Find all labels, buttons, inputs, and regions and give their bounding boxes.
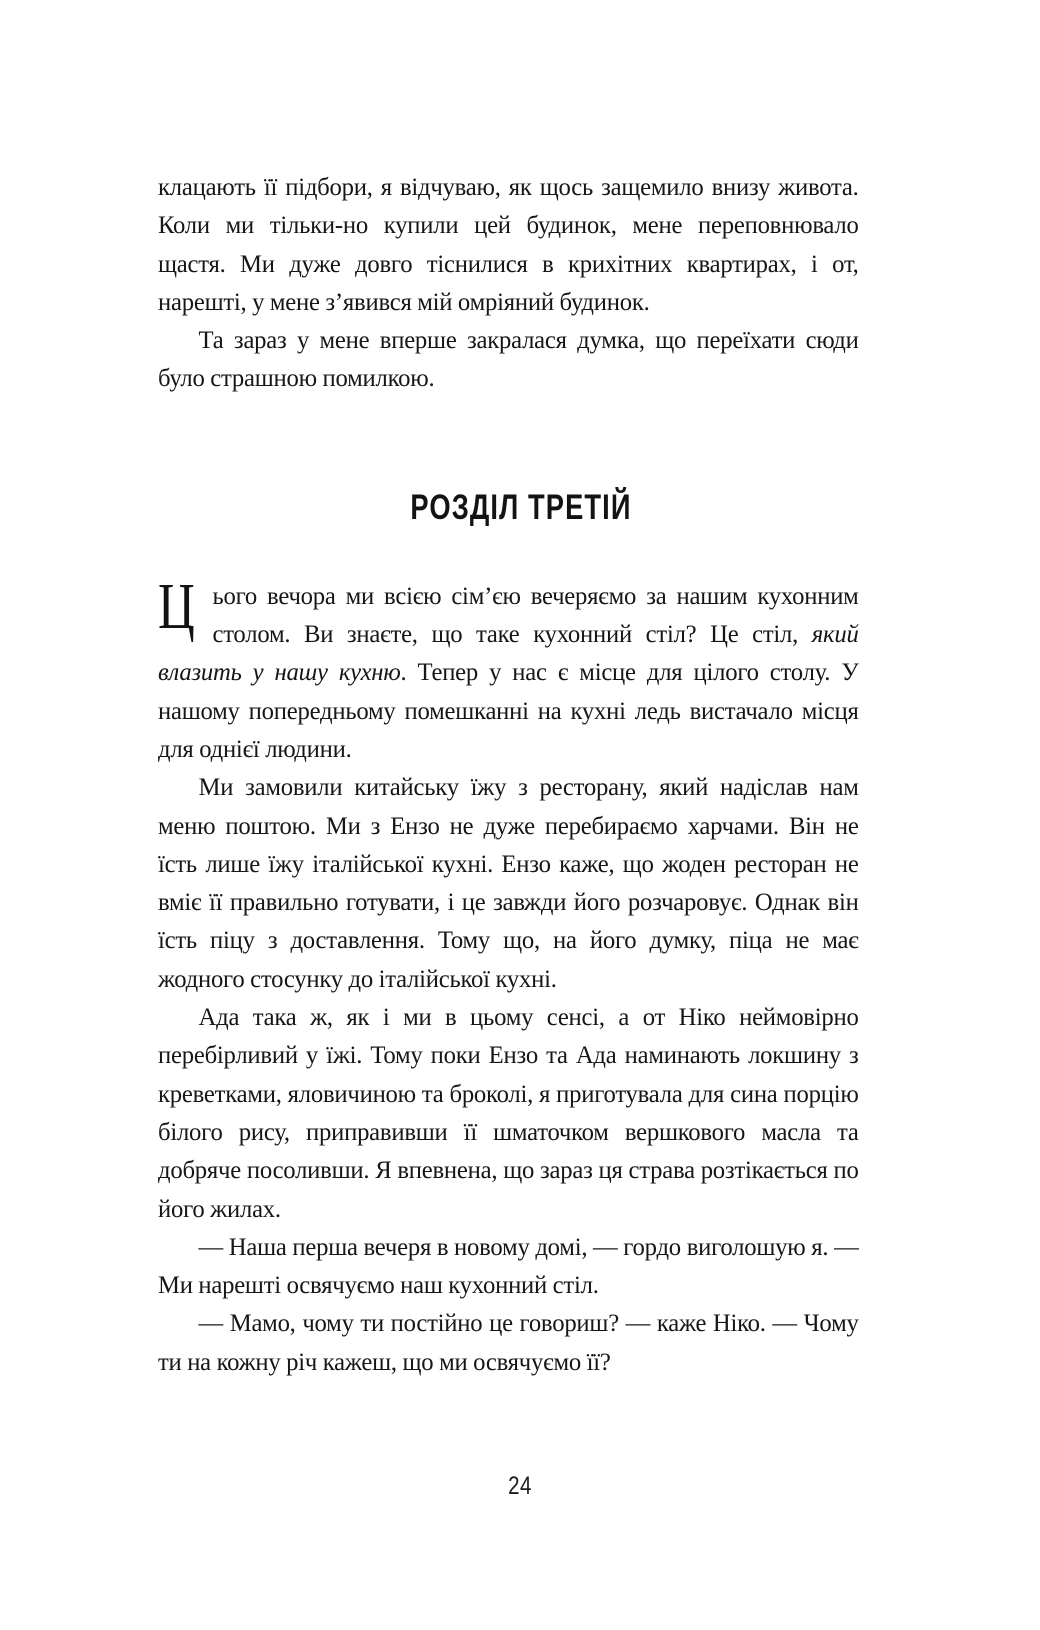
chapter-dialogue-2: — Мамо, чому ти постійно це говориш? — каже Ніко. — Чому ти на кожну річ кажеш, що ми освячуємо її? <box>158 1308 859 1376</box>
drop-cap: Ц <box>158 569 195 643</box>
chapter-paragraph-2: Ми замовили китайську їжу з ресторану, який надіслав нам меню поштою. Ми з Ензо не дуже перебираємо харчами. Він не їсть лише їжу італійської кухні. Ензо каже, що жоден ресторан не вміє її правильно готувати, і це завжди його розчаровує. Однак він їсть піцу з доставлення. Тому що, на його думку, піца не має жодного стосунку до італійської кухні. <box>158 772 859 993</box>
chapter-first-paragraph-part2: . Тепер у нас є місце для цілого столу. У нашому попередньому помешканні на кухні ледь вистачало місця для однієї людини. <box>158 657 859 763</box>
chapter-heading: РОЗДІЛ ТРЕТІЙ <box>410 487 632 527</box>
page-text-block <box>158 168 884 1381</box>
page-number: 24 <box>508 1472 532 1500</box>
chapter-paragraph-3: Ада така ж, як і ми в цьому сенсі, а от Ніко неймовірно перебірливий у їжі. Тому поки Ензо та Ада наминають локшину з креветками, яловичиною та броколі, я приготувала для сина порцію білого рису, приправивши її шматочком вершкового масла та добряче посоливши. Я впевнена, що зараз ця страва розтікається по його жилах. <box>158 1002 859 1223</box>
chapter-first-paragraph-part1: ього вечора ми всією сім’єю вечеряємо за нашим кухонним столом. Ви знаєте, що таке кухонний стіл? Це стіл, <box>212 580 859 649</box>
chapter-dialogue-1: — Наша перша вечеря в новому домі, — гордо виголошую я. — Ми нарешті освячуємо наш кухонний стіл. <box>158 1231 859 1300</box>
paragraph-second: Та зараз у мене вперше закралася думка, що переїхати сюди було страшною помилкою. <box>158 325 859 393</box>
chapter-first-paragraph-italic: який влазить у нашу кухню <box>158 619 859 687</box>
chapter-first-paragraph <box>158 569 859 768</box>
paragraph-continued: клацають її підбори, я відчуваю, як щось защемило внизу живота. Коли ми тільки-но купили цей будинок, мене переповнювало щастя. Ми дуже довго тіснилися в крихітних квартирах, і от, нарешті, у мене з’явився мій омріяний будинок. <box>158 172 859 316</box>
